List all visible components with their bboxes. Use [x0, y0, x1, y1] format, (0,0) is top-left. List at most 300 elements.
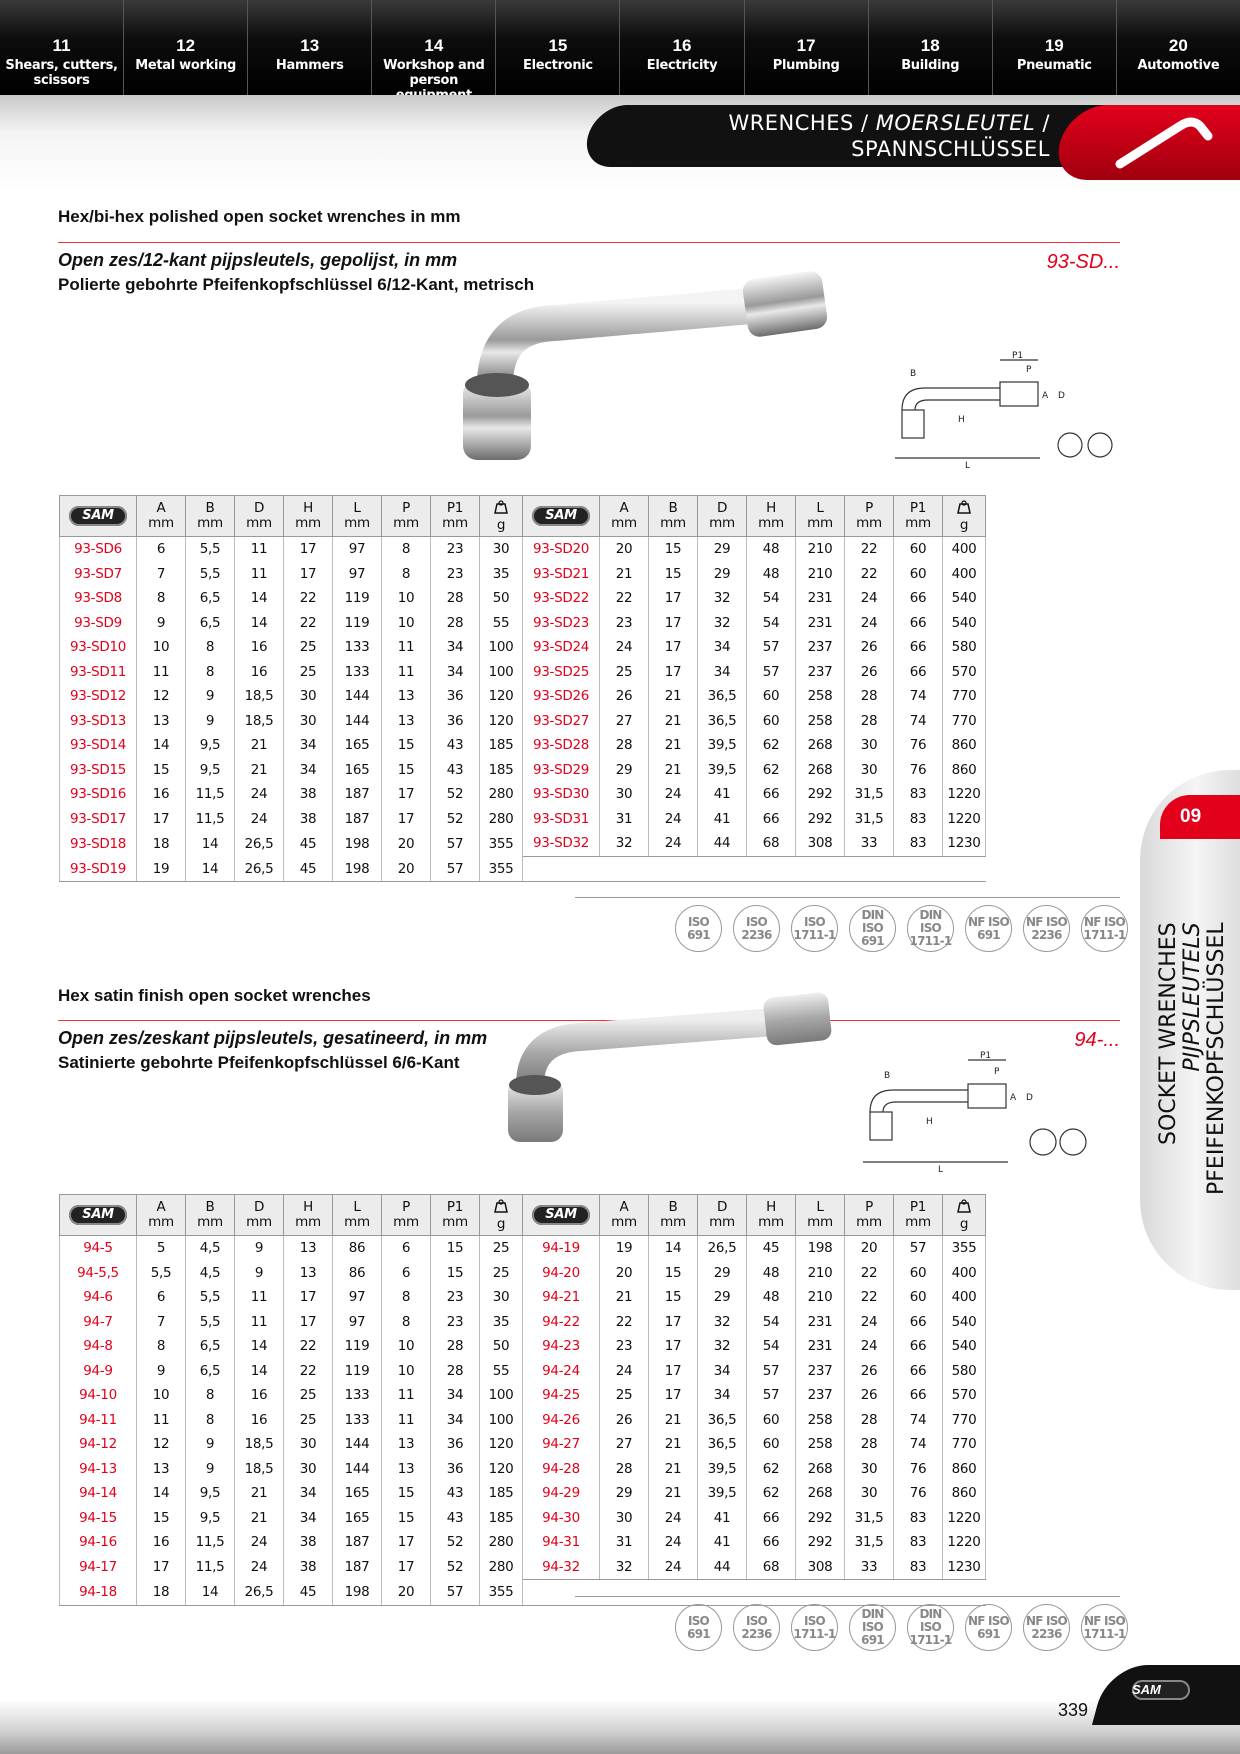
col-header-unit: mm — [246, 1214, 272, 1230]
col-header-label: A — [619, 500, 629, 516]
table-row — [60, 611, 986, 636]
spec-cell: 16 — [235, 1383, 284, 1408]
spec-cell: 15 — [382, 1481, 431, 1506]
empty-cell — [894, 1580, 943, 1606]
spec-cell: 48 — [747, 1261, 796, 1286]
table-row — [60, 537, 986, 562]
nav-label: Automotive — [1137, 58, 1220, 73]
nav-number: 11 — [52, 36, 71, 55]
article-code: 93-SD21 — [523, 562, 600, 587]
spec-cell: 268 — [796, 1457, 845, 1482]
article-code: 94-14 — [60, 1481, 137, 1506]
diagram-label-a: A — [1042, 391, 1049, 401]
spec-cell: 144 — [333, 1432, 382, 1457]
spec-cell: 60 — [894, 537, 943, 562]
spec-cell: 237 — [796, 1383, 845, 1408]
spec-cell: 24 — [845, 1310, 894, 1335]
nav-label: Metal working — [135, 58, 237, 73]
spec-cell: 25 — [284, 660, 333, 685]
col-header-unit: mm — [393, 1214, 419, 1230]
spec-cell: 24 — [649, 1506, 698, 1531]
spec-cell: 26 — [845, 1359, 894, 1384]
article-code: 93-SD22 — [523, 586, 600, 611]
col-header-a — [600, 496, 649, 537]
nav-label: Building — [901, 58, 960, 73]
article-code: 93-SD9 — [60, 611, 137, 636]
diagram-label-b: B — [910, 369, 917, 379]
article-code: 93-SD32 — [523, 831, 600, 856]
empty-cell — [747, 856, 796, 882]
iso-standard: DIN ISO — [861, 908, 884, 935]
nav-number: 19 — [1044, 36, 1064, 55]
spec-cell: 11,5 — [186, 782, 235, 807]
spec-cell: 15 — [649, 1285, 698, 1310]
article-code: 93-SD13 — [60, 709, 137, 734]
spec-cell: 38 — [284, 782, 333, 807]
spec-cell: 6,5 — [186, 586, 235, 611]
spec-cell: 268 — [796, 758, 845, 783]
empty-cell — [649, 856, 698, 882]
spec-cell: 17 — [382, 807, 431, 832]
spec-cell: 400 — [943, 562, 986, 587]
spec-cell: 210 — [796, 1285, 845, 1310]
iso-badge — [965, 1604, 1012, 1651]
spec-cell: 22 — [845, 1285, 894, 1310]
spec-cell: 8 — [137, 1334, 186, 1359]
spec-cell: 66 — [894, 611, 943, 636]
iso-standard: DIN ISO — [861, 1607, 884, 1634]
spec-cell: 17 — [382, 782, 431, 807]
spec-cell: 21 — [649, 1481, 698, 1506]
spec-cell: 308 — [796, 1555, 845, 1580]
table-row — [60, 709, 986, 734]
spec-cell: 43 — [431, 1481, 480, 1506]
article-code: 94-31 — [523, 1530, 600, 1555]
col-header-p1 — [894, 496, 943, 537]
iso-number: 1711-1 — [909, 1633, 952, 1647]
category-title — [728, 110, 1050, 162]
spec-cell: 30 — [845, 1457, 894, 1482]
col-header-a — [600, 1195, 649, 1236]
spec-cell: 45 — [284, 831, 333, 856]
spec-cell: 23 — [431, 562, 480, 587]
spec-cell: 30 — [480, 537, 523, 562]
section1-iso-divider — [575, 897, 1120, 898]
spec-cell: 13 — [284, 1261, 333, 1286]
spec-cell: 100 — [480, 635, 523, 660]
spec-cell: 1220 — [943, 1506, 986, 1531]
spec-cell: 20 — [600, 537, 649, 562]
iso-badge — [907, 905, 954, 952]
spec-cell: 21 — [235, 758, 284, 783]
spec-cell: 8 — [186, 660, 235, 685]
section2-code: 94-... — [1074, 1029, 1120, 1051]
spec-cell: 44 — [698, 1555, 747, 1580]
spec-cell: 6 — [137, 537, 186, 562]
table-row — [60, 1506, 986, 1531]
spec-cell: 24 — [649, 831, 698, 856]
article-code: 93-SD20 — [523, 537, 600, 562]
nav-item-14[interactable] — [371, 0, 495, 95]
nav-number: 20 — [1168, 36, 1188, 55]
spec-cell: 41 — [698, 782, 747, 807]
spec-cell: 44 — [698, 831, 747, 856]
spec-cell: 57 — [747, 1383, 796, 1408]
spec-cell: 29 — [698, 562, 747, 587]
brand-header-right — [523, 496, 600, 537]
iso-number: 1711-1 — [793, 927, 836, 942]
article-code: 94-29 — [523, 1481, 600, 1506]
spec-cell: 32 — [600, 831, 649, 856]
spec-cell: 30 — [284, 1457, 333, 1482]
spec-cell: 28 — [600, 1457, 649, 1482]
iso-standard: ISO — [804, 914, 825, 929]
spec-cell: 22 — [284, 611, 333, 636]
spec-cell: 17 — [284, 1310, 333, 1335]
table-row — [60, 1310, 986, 1335]
wrench-product-image-1 — [455, 265, 940, 475]
category-title-en: WRENCHES / — [728, 111, 876, 135]
spec-cell: 185 — [480, 1506, 523, 1531]
spec-cell: 14 — [137, 1481, 186, 1506]
spec-cell: 18,5 — [235, 709, 284, 734]
weight-icon — [954, 500, 974, 514]
section1-code: 93-SD... — [1046, 251, 1120, 273]
spec-cell: 144 — [333, 684, 382, 709]
spec-cell: 36 — [431, 1457, 480, 1482]
spec-cell: 11 — [382, 1383, 431, 1408]
spec-cell: 570 — [943, 660, 986, 685]
spec-cell: 13 — [284, 1236, 333, 1261]
iso-standard: ISO — [746, 1613, 767, 1628]
spec-cell: 60 — [747, 1432, 796, 1457]
col-header-label: A — [156, 500, 166, 516]
iso-number: 1711-1 — [793, 1626, 836, 1641]
nav-number: 14 — [424, 36, 444, 55]
spec-cell: 35 — [480, 1310, 523, 1335]
spec-cell: 770 — [943, 1432, 986, 1457]
spec-cell: 540 — [943, 586, 986, 611]
article-code: 93-SD6 — [60, 537, 137, 562]
sam-logo: SAM — [532, 506, 590, 526]
spec-cell: 34 — [698, 660, 747, 685]
spec-cell: 1220 — [943, 782, 986, 807]
spec-cell: 6 — [137, 1285, 186, 1310]
spec-cell: 76 — [894, 1457, 943, 1482]
spec-cell: 36 — [431, 684, 480, 709]
iso-number: 1711-1 — [909, 934, 952, 948]
nav-number: 16 — [672, 36, 692, 55]
spec-cell: 165 — [333, 1481, 382, 1506]
spec-cell: 165 — [333, 1506, 382, 1531]
spec-cell: 6,5 — [186, 611, 235, 636]
table-row — [60, 1383, 986, 1408]
col-header-d — [698, 1195, 747, 1236]
diagram-label-l: L — [965, 461, 971, 470]
empty-cell — [523, 1580, 600, 1606]
spec-cell: 120 — [480, 1457, 523, 1482]
spec-cell: 17 — [284, 537, 333, 562]
table-row — [60, 1530, 986, 1555]
spec-cell: 76 — [894, 1481, 943, 1506]
spec-cell: 36 — [431, 709, 480, 734]
spec-cell: 231 — [796, 1334, 845, 1359]
brand-header-left — [60, 496, 137, 537]
col-header-label: L — [353, 500, 361, 516]
spec-cell: 32 — [600, 1555, 649, 1580]
spec-cell: 62 — [747, 1457, 796, 1482]
spec-cell: 54 — [747, 611, 796, 636]
iso-standard: NF ISO — [1084, 1613, 1125, 1628]
article-code: 93-SD31 — [523, 807, 600, 832]
iso-standards-1 — [675, 905, 1128, 952]
spec-cell: 30 — [600, 1506, 649, 1531]
nav-label: Electricity — [646, 58, 718, 73]
spec-cell: 17 — [649, 1310, 698, 1335]
spec-cell: 237 — [796, 660, 845, 685]
spec-cell: 25 — [284, 635, 333, 660]
table-row — [60, 856, 986, 882]
spec-cell: 26,5 — [235, 1580, 284, 1606]
spec-cell: 30 — [600, 782, 649, 807]
spec-cell: 52 — [431, 1555, 480, 1580]
iso-standard: ISO — [688, 914, 709, 929]
nav-item-19[interactable] — [992, 0, 1116, 95]
col-header-label: B — [205, 500, 215, 516]
article-code: 93-SD15 — [60, 758, 137, 783]
spec-cell: 36,5 — [698, 709, 747, 734]
spec-cell: 231 — [796, 611, 845, 636]
article-code: 93-SD8 — [60, 586, 137, 611]
col-header-label: L — [816, 500, 824, 516]
spec-cell: 5,5 — [186, 1310, 235, 1335]
iso-number: 691 — [977, 1626, 1000, 1641]
spec-cell: 770 — [943, 709, 986, 734]
spec-cell: 34 — [284, 1481, 333, 1506]
col-header-weight — [943, 1195, 986, 1236]
spec-cell: 133 — [333, 1408, 382, 1433]
spec-cell: 4,5 — [186, 1261, 235, 1286]
spec-cell: 187 — [333, 1555, 382, 1580]
spec-cell: 280 — [480, 1555, 523, 1580]
col-header-label: A — [156, 1199, 166, 1215]
spec-cell: 24 — [845, 1334, 894, 1359]
spec-cell: 13 — [382, 1432, 431, 1457]
nav-item-16[interactable] — [619, 0, 743, 95]
col-header-unit: mm — [807, 1214, 833, 1230]
spec-cell: 237 — [796, 1359, 845, 1384]
iso-standard: NF ISO — [1084, 914, 1125, 929]
article-code: 94-5 — [60, 1236, 137, 1261]
nav-item-13[interactable] — [247, 0, 371, 95]
col-header-unit: mm — [905, 515, 931, 531]
spec-cell: 8 — [186, 635, 235, 660]
col-header-unit: mm — [393, 515, 419, 531]
col-header-label: D — [716, 1199, 728, 1215]
spec-cell: 8 — [137, 586, 186, 611]
spec-cell: 16 — [137, 1530, 186, 1555]
spec-cell: 185 — [480, 733, 523, 758]
spec-cell: 30 — [284, 709, 333, 734]
spec-cell: 11 — [235, 562, 284, 587]
spec-cell: 21 — [649, 684, 698, 709]
empty-cell — [523, 856, 600, 882]
nav-item-11[interactable] — [0, 0, 123, 95]
spec-cell: 28 — [600, 733, 649, 758]
spec-cell: 1220 — [943, 807, 986, 832]
spec-cell: 14 — [235, 1334, 284, 1359]
spec-cell: 8 — [382, 1285, 431, 1310]
spec-cell: 10 — [382, 1359, 431, 1384]
nav-label: Plumbing — [772, 58, 840, 73]
col-header-d — [235, 1195, 284, 1236]
spec-cell: 52 — [431, 782, 480, 807]
spec-cell: 9 — [186, 709, 235, 734]
col-header-a — [137, 1195, 186, 1236]
col-header-b — [186, 496, 235, 537]
nav-item-20[interactable] — [1116, 0, 1240, 95]
spec-cell: 1220 — [943, 1530, 986, 1555]
spec-table-2 — [59, 1194, 986, 1606]
col-header-unit: mm — [442, 515, 468, 531]
col-header-d — [698, 496, 747, 537]
footer-brand-logo — [1132, 1680, 1190, 1700]
nav-label: Workshop and person — [383, 58, 485, 88]
spec-cell: 15 — [382, 758, 431, 783]
section1-divider — [58, 242, 1120, 243]
section2-title-de: Satinierte gebohrte Pfeifenkopfschlüssel 6/6-Kant — [58, 1053, 460, 1072]
iso-number: 1711-1 — [1083, 1626, 1126, 1641]
spec-cell: 31,5 — [845, 1530, 894, 1555]
col-header-label: P — [865, 500, 873, 516]
spec-cell: 355 — [480, 831, 523, 856]
spec-cell: 18,5 — [235, 1457, 284, 1482]
spec-cell: 355 — [943, 1236, 986, 1261]
spec-cell: 20 — [382, 856, 431, 882]
spec-cell: 14 — [649, 1236, 698, 1261]
col-header-unit: mm — [611, 515, 637, 531]
article-code: 94-9 — [60, 1359, 137, 1384]
spec-cell: 11,5 — [186, 807, 235, 832]
spec-cell: 22 — [845, 562, 894, 587]
spec-cell: 17 — [137, 807, 186, 832]
table-row — [60, 1236, 986, 1261]
spec-cell: 580 — [943, 1359, 986, 1384]
spec-cell: 21 — [649, 1432, 698, 1457]
empty-cell — [796, 856, 845, 882]
spec-cell: 11 — [382, 660, 431, 685]
col-header-label: A — [619, 1199, 629, 1215]
nav-label: Pneumatic — [1016, 58, 1092, 73]
spec-cell: 66 — [747, 1530, 796, 1555]
col-header-unit: mm — [611, 1214, 637, 1230]
spec-cell: 17 — [649, 635, 698, 660]
nav-number: 13 — [300, 36, 320, 55]
spec-cell: 30 — [284, 1432, 333, 1457]
spec-cell: 17 — [649, 660, 698, 685]
spec-cell: 540 — [943, 611, 986, 636]
spec-cell: 185 — [480, 1481, 523, 1506]
article-code: 93-SD25 — [523, 660, 600, 685]
iso-standard: ISO — [688, 1613, 709, 1628]
spec-cell: 30 — [845, 1481, 894, 1506]
spec-cell: 13 — [137, 709, 186, 734]
spec-cell: 26 — [845, 660, 894, 685]
spec-cell: 83 — [894, 782, 943, 807]
spec-cell: 144 — [333, 709, 382, 734]
spec-cell: 210 — [796, 537, 845, 562]
spec-cell: 198 — [796, 1236, 845, 1261]
nav-item-12[interactable] — [123, 0, 247, 95]
wrench-product-image-2 — [500, 985, 880, 1155]
spec-cell: 22 — [284, 1359, 333, 1384]
article-code: 94-21 — [523, 1285, 600, 1310]
spec-cell: 10 — [137, 635, 186, 660]
empty-cell — [796, 1580, 845, 1606]
article-code: 93-SD11 — [60, 660, 137, 685]
spec-cell: 268 — [796, 733, 845, 758]
spec-cell: 24 — [649, 782, 698, 807]
spec-cell: 5,5 — [186, 562, 235, 587]
article-code: 94-8 — [60, 1334, 137, 1359]
spec-cell: 28 — [431, 1359, 480, 1384]
spec-cell: 11 — [382, 635, 431, 660]
article-code: 94-11 — [60, 1408, 137, 1433]
nav-item-17[interactable] — [744, 0, 868, 95]
brand-header-right — [523, 1195, 600, 1236]
iso-badge — [907, 1604, 954, 1651]
section2-title-nl: Open zes/zeskant pijpsleutels, gesatineerd, in mm — [58, 1028, 488, 1048]
article-code: 93-SD26 — [523, 684, 600, 709]
spec-cell: 32 — [698, 611, 747, 636]
spec-cell: 5 — [137, 1236, 186, 1261]
empty-cell — [698, 1580, 747, 1606]
section1-title-nl: Open zes/12-kant pijpsleutels, gepolijst, in mm — [58, 250, 458, 270]
iso-badge — [965, 905, 1012, 952]
spec-cell: 31,5 — [845, 782, 894, 807]
iso-badge — [849, 905, 896, 952]
spec-cell: 30 — [480, 1285, 523, 1310]
table-row — [60, 635, 986, 660]
category-title-nl: MOERSLEUTEL — [875, 111, 1036, 135]
col-header-p — [382, 1195, 431, 1236]
spec-cell: 100 — [480, 1383, 523, 1408]
spec-cell: 292 — [796, 782, 845, 807]
spec-cell: 35 — [480, 562, 523, 587]
spec-cell: 45 — [284, 1580, 333, 1606]
spec-cell: 10 — [137, 1383, 186, 1408]
spec-cell: 198 — [333, 1580, 382, 1606]
spec-cell: 292 — [796, 807, 845, 832]
spec-cell: 237 — [796, 635, 845, 660]
spec-cell: 52 — [431, 807, 480, 832]
category-title-sep: / — [1035, 111, 1050, 135]
article-code: 94-30 — [523, 1506, 600, 1531]
spec-cell: 97 — [333, 562, 382, 587]
spec-cell: 280 — [480, 807, 523, 832]
iso-standard: DIN ISO — [919, 1607, 942, 1634]
brand-header-left — [60, 1195, 137, 1236]
spec-cell: 119 — [333, 1359, 382, 1384]
chapter-side-label — [1157, 922, 1229, 1195]
spec-cell: 9,5 — [186, 1481, 235, 1506]
spec-cell: 28 — [431, 1334, 480, 1359]
nav-item-18[interactable] — [868, 0, 992, 95]
spec-cell: 33 — [845, 1555, 894, 1580]
nav-item-15[interactable] — [495, 0, 619, 95]
spec-cell: 31,5 — [845, 1506, 894, 1531]
spec-cell: 29 — [600, 758, 649, 783]
